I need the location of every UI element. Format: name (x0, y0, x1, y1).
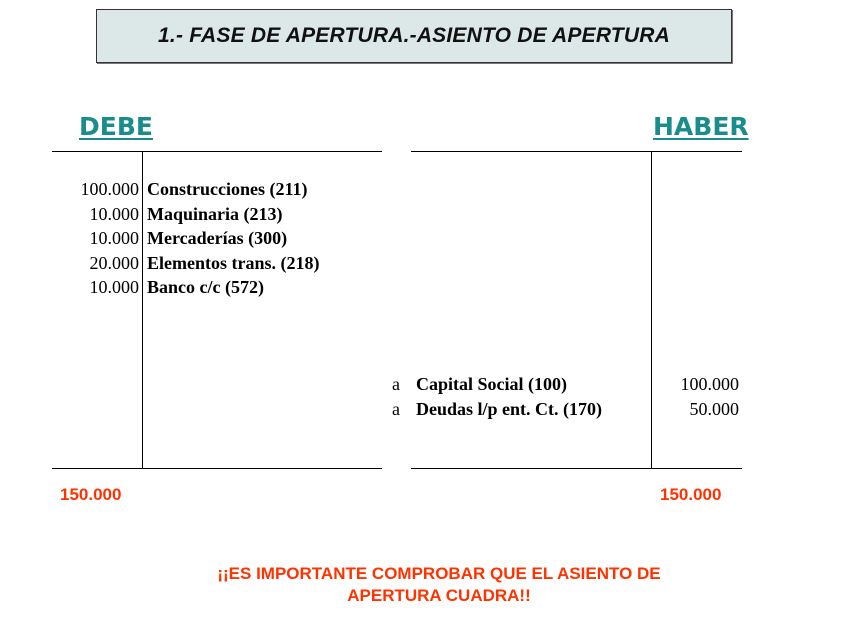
balance-note-line: APERTURA CUADRA!! (347, 586, 531, 605)
haber-prefix: a (392, 398, 400, 419)
haber-top-line (411, 151, 742, 152)
debe-amounts-column (52, 177, 139, 300)
debe-amount: 10.000 (89, 277, 139, 297)
debe-account: Construcciones (211) (147, 179, 308, 199)
haber-account: Capital Social (100) (416, 374, 567, 394)
haber-prefix-column (392, 372, 400, 421)
debe-heading: DEBE (79, 112, 153, 141)
haber-accounts-column (416, 372, 602, 421)
debe-account: Elementos trans. (218) (147, 252, 320, 273)
haber-total: 150.000 (660, 485, 722, 504)
haber-divider-line (651, 151, 652, 469)
haber-amounts-column (655, 372, 739, 421)
balance-note-line: ¡¡ES IMPORTANTE COMPROBAR QUE EL ASIENTO DE (217, 564, 661, 583)
haber-bottom-line (411, 468, 742, 469)
debe-account: Banco c/c (572) (147, 277, 264, 297)
page-title: 1.- FASE DE APERTURA.-ASIENTO DE APERTURA (158, 24, 670, 47)
haber-heading: HABER (653, 112, 749, 141)
debe-account: Mercaderías (300) (147, 228, 288, 248)
debe-bottom-line (52, 468, 382, 469)
debe-top-line (52, 151, 382, 152)
debe-amount: 10.000 (89, 228, 139, 248)
debe-accounts-column (147, 177, 319, 300)
haber-amount: 100.000 (680, 374, 739, 394)
haber-amount: 50.000 (689, 398, 739, 419)
debe-amount: 20.000 (89, 252, 139, 273)
debe-account: Maquinaria (213) (147, 203, 283, 224)
debe-amount: 10.000 (89, 203, 139, 224)
title-box (96, 9, 732, 63)
debe-total: 150.000 (60, 485, 122, 504)
haber-prefix: a (392, 374, 400, 394)
debe-amount: 100.000 (80, 179, 139, 199)
debe-divider-line (142, 151, 143, 469)
balance-note (150, 563, 728, 607)
haber-account: Deudas l/p ent. Ct. (170) (416, 398, 603, 419)
